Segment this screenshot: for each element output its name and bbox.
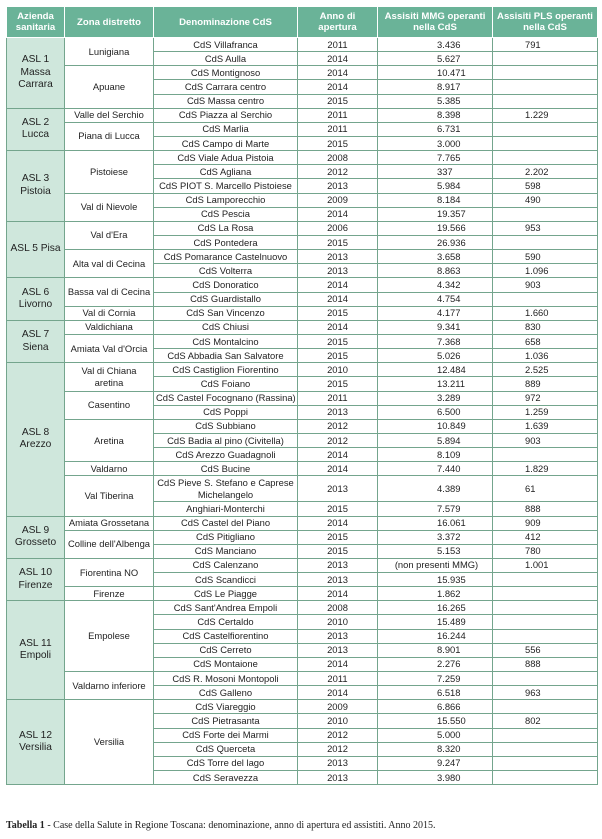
mmg-cell: 7.765 <box>378 151 493 165</box>
denominazione-cell: CdS Viale Adua Pistoia <box>154 151 298 165</box>
mmg-cell: 9.341 <box>378 320 493 334</box>
anno-cell: 2014 <box>298 587 378 601</box>
asl-cell: ASL 5 Pisa <box>7 221 65 278</box>
header-denominazione: Denominazione CdS <box>154 7 298 38</box>
zona-cell: Pistoiese <box>65 151 154 193</box>
table-row <box>7 700 598 714</box>
anno-cell: 2014 <box>298 207 378 221</box>
anno-cell: 2008 <box>298 151 378 165</box>
denominazione-cell: CdS PIOT S. Marcello Pistoiese <box>154 179 298 193</box>
anno-cell: 2009 <box>298 193 378 207</box>
pls-cell <box>493 672 598 686</box>
mmg-cell: 5.627 <box>378 52 493 66</box>
anno-cell: 2010 <box>298 714 378 728</box>
pls-cell: 830 <box>493 320 598 334</box>
anno-cell: 2012 <box>298 419 378 433</box>
table-row <box>7 516 598 530</box>
table-row <box>7 391 598 405</box>
asl-cell: ASL 7 Siena <box>7 320 65 362</box>
pls-cell: 888 <box>493 502 598 516</box>
mmg-cell: 5.026 <box>378 349 493 363</box>
mmg-cell: 8.320 <box>378 742 493 756</box>
mmg-cell: 7.579 <box>378 502 493 516</box>
pls-cell: 1.036 <box>493 349 598 363</box>
denominazione-cell: CdS Scandicci <box>154 573 298 587</box>
denominazione-cell: CdS Aulla <box>154 52 298 66</box>
mmg-cell: 4.754 <box>378 292 493 306</box>
anno-cell: 2012 <box>298 433 378 447</box>
mmg-cell: 2.276 <box>378 657 493 671</box>
zona-cell: Valdarno <box>65 462 154 476</box>
mmg-cell: 15.550 <box>378 714 493 728</box>
anno-cell: 2014 <box>298 278 378 292</box>
mmg-cell: 10.849 <box>378 419 493 433</box>
denominazione-cell: CdS Pontedera <box>154 235 298 249</box>
denominazione-cell: CdS Guardistallo <box>154 292 298 306</box>
mmg-cell: 1.862 <box>378 587 493 601</box>
table-row <box>7 108 598 122</box>
anno-cell: 2015 <box>298 377 378 391</box>
asl-cell: ASL 2 Lucca <box>7 108 65 150</box>
anno-cell: 2014 <box>298 448 378 462</box>
pls-cell <box>493 615 598 629</box>
pls-cell <box>493 207 598 221</box>
anno-cell: 2013 <box>298 476 378 502</box>
denominazione-cell: CdS Pitigliano <box>154 530 298 544</box>
pls-cell <box>493 66 598 80</box>
asl-cell: ASL 11 Empoli <box>7 601 65 700</box>
asl-cell: ASL 10 Firenze <box>7 558 65 600</box>
denominazione-cell: CdS Chiusi <box>154 320 298 334</box>
pls-cell: 590 <box>493 250 598 264</box>
mmg-cell: 5.153 <box>378 544 493 558</box>
table-row <box>7 419 598 433</box>
anno-cell: 2013 <box>298 771 378 785</box>
denominazione-cell: CdS Castiglion Fiorentino <box>154 363 298 377</box>
pls-cell: 903 <box>493 433 598 447</box>
anno-cell: 2009 <box>298 700 378 714</box>
denominazione-cell: CdS Querceta <box>154 742 298 756</box>
denominazione-cell: CdS Foiano <box>154 377 298 391</box>
pls-cell: 61 <box>493 476 598 502</box>
mmg-cell: 16.244 <box>378 629 493 643</box>
zona-cell: Amiata Grossetana <box>65 516 154 530</box>
table-row <box>7 462 598 476</box>
denominazione-cell: CdS San Vincenzo <box>154 306 298 320</box>
denominazione-cell: CdS Pietrasanta <box>154 714 298 728</box>
asl-cell: ASL 9 Grosseto <box>7 516 65 558</box>
table-row <box>7 250 598 264</box>
asl-cell: ASL 3 Pistoia <box>7 151 65 222</box>
denominazione-cell: CdS Villafranca <box>154 38 298 52</box>
table-row <box>7 601 598 615</box>
denominazione-cell: CdS Certaldo <box>154 615 298 629</box>
denominazione-cell: CdS Badia al pino (Civitella) <box>154 433 298 447</box>
zona-cell: Firenze <box>65 587 154 601</box>
header-anno: Anno di apertura <box>298 7 378 38</box>
mmg-cell: 3.000 <box>378 136 493 150</box>
zona-cell: Val di Nievole <box>65 193 154 221</box>
pls-cell: 903 <box>493 278 598 292</box>
mmg-cell: 13.211 <box>378 377 493 391</box>
zona-cell: Valdarno inferiore <box>65 672 154 700</box>
pls-cell: 1.829 <box>493 462 598 476</box>
pls-cell <box>493 756 598 770</box>
anno-cell: 2015 <box>298 334 378 348</box>
asl-cell: ASL 6 Livorno <box>7 278 65 320</box>
denominazione-cell: CdS Donoratico <box>154 278 298 292</box>
mmg-cell: 19.566 <box>378 221 493 235</box>
pls-cell: 909 <box>493 516 598 530</box>
pls-cell <box>493 728 598 742</box>
denominazione-cell: CdS Manciano <box>154 544 298 558</box>
pls-cell <box>493 700 598 714</box>
mmg-cell: 5.385 <box>378 94 493 108</box>
pls-cell <box>493 235 598 249</box>
anno-cell: 2012 <box>298 165 378 179</box>
case-della-salute-table <box>6 6 598 785</box>
anno-cell: 2015 <box>298 306 378 320</box>
denominazione-cell: CdS Pieve S. Stefano e Caprese Michelangelo <box>154 476 298 502</box>
anno-cell: 2013 <box>298 643 378 657</box>
anno-cell: 2006 <box>298 221 378 235</box>
anno-cell: 2014 <box>298 80 378 94</box>
zona-cell: Alta val di Cecina <box>65 250 154 278</box>
zona-cell: Apuane <box>65 66 154 108</box>
mmg-cell: 3.436 <box>378 38 493 52</box>
table-body <box>7 38 598 785</box>
table-row <box>7 151 598 165</box>
anno-cell: 2013 <box>298 264 378 278</box>
mmg-cell: 6.518 <box>378 686 493 700</box>
denominazione-cell: CdS Abbadia San Salvatore <box>154 349 298 363</box>
table-row <box>7 334 598 348</box>
denominazione-cell: CdS Bucine <box>154 462 298 476</box>
denominazione-cell: Anghiari-Monterchi <box>154 502 298 516</box>
caption-label: Tabella 1 <box>6 820 45 831</box>
zona-cell: Lunigiana <box>65 38 154 66</box>
mmg-cell: 12.484 <box>378 363 493 377</box>
anno-cell: 2014 <box>298 462 378 476</box>
table-row <box>7 672 598 686</box>
table-row <box>7 278 598 292</box>
anno-cell: 2013 <box>298 629 378 643</box>
mmg-cell: 7.259 <box>378 672 493 686</box>
anno-cell: 2015 <box>298 136 378 150</box>
anno-cell: 2011 <box>298 38 378 52</box>
pls-cell <box>493 573 598 587</box>
pls-cell <box>493 771 598 785</box>
mmg-cell: 6.731 <box>378 122 493 136</box>
mmg-cell: 8.184 <box>378 193 493 207</box>
denominazione-cell: CdS Calenzano <box>154 558 298 572</box>
mmg-cell: 8.863 <box>378 264 493 278</box>
pls-cell: 490 <box>493 193 598 207</box>
table-container <box>6 6 597 785</box>
denominazione-cell: CdS Castelfiorentino <box>154 629 298 643</box>
pls-cell: 1.660 <box>493 306 598 320</box>
mmg-cell: 15.935 <box>378 573 493 587</box>
zona-cell: Valdichiana <box>65 320 154 334</box>
pls-cell: 1.229 <box>493 108 598 122</box>
pls-cell <box>493 80 598 94</box>
zona-cell: Fiorentina NO <box>65 558 154 586</box>
mmg-cell: 10.471 <box>378 66 493 80</box>
table-row <box>7 66 598 80</box>
pls-cell <box>493 448 598 462</box>
zona-cell: Amiata Val d'Orcia <box>65 334 154 362</box>
header-pls: Assisiti PLS operanti nella CdS <box>493 7 598 38</box>
table-row <box>7 221 598 235</box>
mmg-cell: 4.389 <box>378 476 493 502</box>
denominazione-cell: CdS Galleno <box>154 686 298 700</box>
anno-cell: 2014 <box>298 516 378 530</box>
pls-cell <box>493 742 598 756</box>
anno-cell: 2013 <box>298 179 378 193</box>
denominazione-cell: CdS Viareggio <box>154 700 298 714</box>
anno-cell: 2015 <box>298 544 378 558</box>
pls-cell <box>493 122 598 136</box>
mmg-cell: (non presenti MMG) <box>378 558 493 572</box>
mmg-cell: 5.894 <box>378 433 493 447</box>
anno-cell: 2010 <box>298 363 378 377</box>
pls-cell: 963 <box>493 686 598 700</box>
table-row <box>7 122 598 136</box>
denominazione-cell: CdS Torre del lago <box>154 756 298 770</box>
header-mmg: Assisiti MMG operanti nella CdS <box>378 7 493 38</box>
anno-cell: 2013 <box>298 573 378 587</box>
anno-cell: 2014 <box>298 686 378 700</box>
pls-cell: 1.096 <box>493 264 598 278</box>
anno-cell: 2013 <box>298 756 378 770</box>
anno-cell: 2011 <box>298 391 378 405</box>
anno-cell: 2015 <box>298 530 378 544</box>
pls-cell: 1.259 <box>493 405 598 419</box>
zona-cell: Val di Chiana aretina <box>65 363 154 391</box>
anno-cell: 2012 <box>298 742 378 756</box>
denominazione-cell: CdS Forte dei Marmi <box>154 728 298 742</box>
pls-cell: 889 <box>493 377 598 391</box>
mmg-cell: 4.342 <box>378 278 493 292</box>
zona-cell: Val di Cornia <box>65 306 154 320</box>
mmg-cell: 8.917 <box>378 80 493 94</box>
pls-cell: 412 <box>493 530 598 544</box>
anno-cell: 2013 <box>298 250 378 264</box>
pls-cell <box>493 601 598 615</box>
zona-cell: Empolese <box>65 601 154 672</box>
table-row <box>7 306 598 320</box>
zona-cell: Bassa val di Cecina <box>65 278 154 306</box>
mmg-cell: 15.489 <box>378 615 493 629</box>
anno-cell: 2014 <box>298 66 378 80</box>
zona-cell: Colline dell'Albenga <box>65 530 154 558</box>
anno-cell: 2015 <box>298 235 378 249</box>
anno-cell: 2012 <box>298 728 378 742</box>
table-row <box>7 558 598 572</box>
anno-cell: 2015 <box>298 502 378 516</box>
denominazione-cell: CdS Subbiano <box>154 419 298 433</box>
anno-cell: 2014 <box>298 292 378 306</box>
denominazione-cell: CdS Pescia <box>154 207 298 221</box>
anno-cell: 2014 <box>298 320 378 334</box>
mmg-cell: 26.936 <box>378 235 493 249</box>
denominazione-cell: CdS Montignoso <box>154 66 298 80</box>
asl-cell: ASL 8 Arezzo <box>7 363 65 516</box>
denominazione-cell: CdS Volterra <box>154 264 298 278</box>
zona-cell: Casentino <box>65 391 154 419</box>
pls-cell: 598 <box>493 179 598 193</box>
mmg-cell: 6.866 <box>378 700 493 714</box>
anno-cell: 2011 <box>298 108 378 122</box>
mmg-cell: 5.000 <box>378 728 493 742</box>
anno-cell: 2011 <box>298 122 378 136</box>
anno-cell: 2014 <box>298 657 378 671</box>
denominazione-cell: CdS Massa centro <box>154 94 298 108</box>
mmg-cell: 19.357 <box>378 207 493 221</box>
header-zona: Zona distretto <box>65 7 154 38</box>
mmg-cell: 4.177 <box>378 306 493 320</box>
mmg-cell: 3.372 <box>378 530 493 544</box>
mmg-cell: 8.901 <box>378 643 493 657</box>
anno-cell: 2010 <box>298 615 378 629</box>
anno-cell: 2008 <box>298 601 378 615</box>
pls-cell: 556 <box>493 643 598 657</box>
pls-cell <box>493 587 598 601</box>
anno-cell: 2011 <box>298 672 378 686</box>
denominazione-cell: CdS Campo di Marte <box>154 136 298 150</box>
header-asl: Azienda sanitaria <box>7 7 65 38</box>
table-row <box>7 530 598 544</box>
mmg-cell: 3.980 <box>378 771 493 785</box>
zona-cell: Val Tiberina <box>65 476 154 516</box>
denominazione-cell: CdS Piazza al Serchio <box>154 108 298 122</box>
denominazione-cell: CdS Carrara centro <box>154 80 298 94</box>
anno-cell: 2015 <box>298 94 378 108</box>
anno-cell: 2013 <box>298 405 378 419</box>
table-caption <box>6 820 597 831</box>
denominazione-cell: CdS Seravezza <box>154 771 298 785</box>
denominazione-cell: CdS Castel del Piano <box>154 516 298 530</box>
pls-cell <box>493 94 598 108</box>
pls-cell: 2.202 <box>493 165 598 179</box>
denominazione-cell: CdS Pomarance Castelnuovo <box>154 250 298 264</box>
table-row <box>7 320 598 334</box>
denominazione-cell: CdS Montaione <box>154 657 298 671</box>
denominazione-cell: CdS Le Piagge <box>154 587 298 601</box>
mmg-cell: 7.368 <box>378 334 493 348</box>
denominazione-cell: CdS Agliana <box>154 165 298 179</box>
pls-cell: 791 <box>493 38 598 52</box>
zona-cell: Aretina <box>65 419 154 461</box>
pls-cell: 802 <box>493 714 598 728</box>
mmg-cell: 9.247 <box>378 756 493 770</box>
denominazione-cell: CdS Arezzo Guadagnoli <box>154 448 298 462</box>
pls-cell <box>493 52 598 66</box>
asl-cell: ASL 1 Massa Carrara <box>7 38 65 109</box>
mmg-cell: 6.500 <box>378 405 493 419</box>
zona-cell: Val d'Era <box>65 221 154 249</box>
denominazione-cell: CdS Montalcino <box>154 334 298 348</box>
anno-cell: 2015 <box>298 349 378 363</box>
anno-cell: 2014 <box>298 52 378 66</box>
pls-cell: 658 <box>493 334 598 348</box>
pls-cell: 1.001 <box>493 558 598 572</box>
denominazione-cell: CdS Poppi <box>154 405 298 419</box>
denominazione-cell: CdS Sant'Andrea Empoli <box>154 601 298 615</box>
pls-cell: 780 <box>493 544 598 558</box>
denominazione-cell: CdS Marlia <box>154 122 298 136</box>
mmg-cell: 3.658 <box>378 250 493 264</box>
mmg-cell: 8.398 <box>378 108 493 122</box>
table-row <box>7 38 598 52</box>
anno-cell: 2013 <box>298 558 378 572</box>
pls-cell: 972 <box>493 391 598 405</box>
zona-cell: Piana di Lucca <box>65 122 154 150</box>
denominazione-cell: CdS Castel Focognano (Rassina) <box>154 391 298 405</box>
denominazione-cell: CdS Lamporecchio <box>154 193 298 207</box>
header-row <box>7 7 598 38</box>
table-row <box>7 363 598 377</box>
pls-cell <box>493 136 598 150</box>
caption-text: - Case della Salute in Regione Toscana: denominazione, anno di apertura ed assistiti. Anno 2015. <box>44 820 436 831</box>
pls-cell <box>493 629 598 643</box>
mmg-cell: 3.289 <box>378 391 493 405</box>
denominazione-cell: CdS Cerreto <box>154 643 298 657</box>
table-row <box>7 193 598 207</box>
mmg-cell: 7.440 <box>378 462 493 476</box>
denominazione-cell: CdS La Rosa <box>154 221 298 235</box>
mmg-cell: 8.109 <box>378 448 493 462</box>
asl-cell: ASL 12 Versilia <box>7 700 65 785</box>
pls-cell: 953 <box>493 221 598 235</box>
zona-cell: Valle del Serchio <box>65 108 154 122</box>
mmg-cell: 337 <box>378 165 493 179</box>
mmg-cell: 16.061 <box>378 516 493 530</box>
mmg-cell: 16.265 <box>378 601 493 615</box>
mmg-cell: 5.984 <box>378 179 493 193</box>
table-row <box>7 476 598 502</box>
pls-cell: 2.525 <box>493 363 598 377</box>
pls-cell: 888 <box>493 657 598 671</box>
pls-cell: 1.639 <box>493 419 598 433</box>
pls-cell <box>493 292 598 306</box>
denominazione-cell: CdS R. Mosoni Montopoli <box>154 672 298 686</box>
zona-cell: Versilia <box>65 700 154 785</box>
table-row <box>7 587 598 601</box>
pls-cell <box>493 151 598 165</box>
